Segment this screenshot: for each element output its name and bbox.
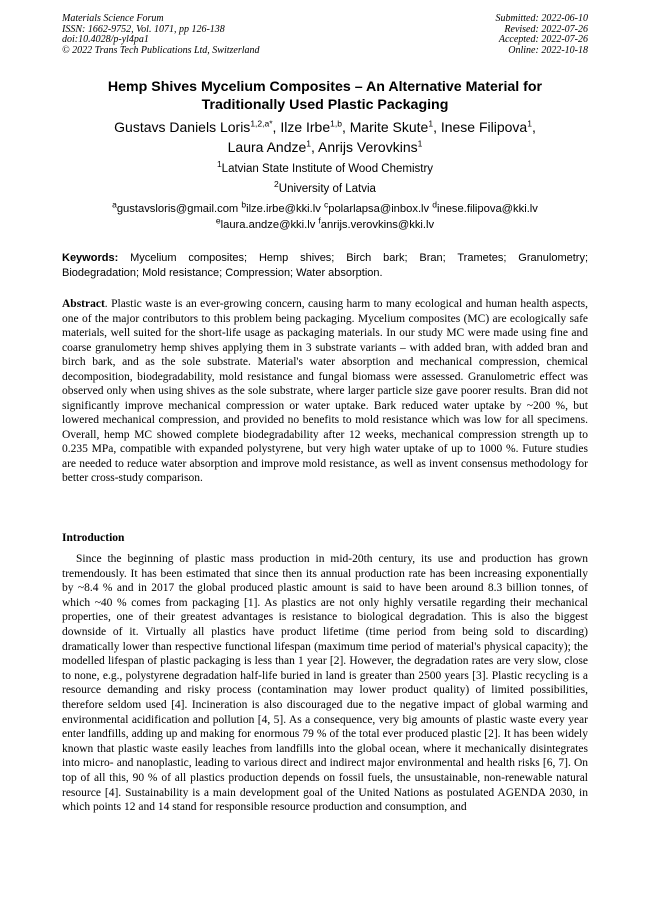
email-sup: b bbox=[241, 199, 247, 210]
keywords-label: Keywords: bbox=[62, 252, 119, 264]
author-sep: , bbox=[531, 119, 536, 135]
affiliation-text: University of Latvia bbox=[278, 183, 376, 195]
introduction-text: Since the beginning of plastic mass production in mid-20th century, its use and production has grown tremendously. It has been estimated that since then its annual production rate has been increasing exponentially by ~8.4 % and in 2017 the global produced plastic amount is said to have been around 8.3 billion tonnes, of which ~40 % comes from packaging [1]. As plastics are not only highly versatile regarding their mechanical properties, one of their greatest advantages is resistance to biological degradation. This is also the biggest downside of it. Virtually all plastics have product lifetime (time period from being sold to discarding) dramatically lower than respective functional lifespan (maximum time period of material's physical capacity); the modelled lifespan of plastic packaging is less than 1 year [2]. However, the degradation rates are very slow, close to none, e.g., polystyrene degradation half-life buried in land is greater than 2500 years [3]. Plastic recycling is a resource demanding and risky process (contamination may lower product quality) of limited possibilities, therefore seldom used [4]. Incineration is also discouraged due to the negative impact of global warming and environmental acidification and pollution [4, 5]. As a consequence, very big amounts of plastic waste every year enter landfills, adding up and making for enormous 79 % of the total ever produced plastic [2]. It has been widely known that plastic waste easily leaches from landfills into the global ocean, where it mechanically disintegrates into micro- and nanoplastic, leading to various direct and indirect major environmental and health risks [6, 7]. On top of all this, 90 % of all plastics production depends on fossil fuels, the unsustainable, non-renewable natural resource [4]. Sustainability is a main development goal of the United Nations as postulated AGENDA 2030, in which points 12 and 14 stand for responsible resource production and consumption, and bbox=[62, 553, 588, 814]
abstract-label: Abstract bbox=[62, 298, 105, 310]
email-sup: d bbox=[432, 199, 437, 210]
author-affil-sup: 1 bbox=[417, 137, 423, 148]
abstract-text: . Plastic waste is an ever-growing concern, causing harm to many ecological and human health aspects, one of the major contributors to this problem being packaging. Mycelium composites (MC) are ecologically safe materials, well suited for the short-life usage as packaging materials. In our study MC were made using fine and coarse granulometry hemp shives applying them in 3 substrate variants – with added bran, with added bran and birch bark, and as the sole substrate. Material's water absorption and mechanical compression, chemical decomposition, biodegradability, mold resistance and fungal biomass were assessed. Granulometric effect was observed only when using shives as the sole substrate, where larger particle size gave poorer results. Bran did not significantly improve mechanical compression or water uptake. Bark reduced water uptake by ~200 %, but lowered mechanical compression, and provided no benefits to mold resistance which was low for all specimens. Overall, hemp MC showed complete biodegradability after 12 weeks, mechanical compression strength up to 0.235 MPa, compatible with expanded polystyrene, but very high water uptake of up to 1000 %. Future studies are needed to reduce water absorption and improve mold resistance, as well as invent consensus methodology for better cross-study comparison. bbox=[62, 298, 588, 484]
email-address[interactable]: ilze.irbe@kki.lv bbox=[246, 203, 321, 215]
journal-name: Materials Science Forum bbox=[62, 13, 164, 24]
email-d bbox=[432, 199, 538, 215]
title-line-1: Hemp Shives Mycelium Composites – An Alternative Material for bbox=[107, 79, 543, 95]
abstract-section bbox=[62, 297, 588, 486]
introduction-heading: Introduction bbox=[62, 532, 125, 544]
email-address[interactable]: polarlapsa@inbox.lv bbox=[328, 203, 430, 215]
email-c bbox=[323, 199, 430, 215]
affiliation-text: Latvian State Institute of Wood Chemistry bbox=[221, 163, 434, 175]
email-address[interactable]: laura.andze@kki.lv bbox=[220, 219, 316, 231]
author-affil-sup: 1 bbox=[527, 118, 532, 129]
author-name: Inese Filipova bbox=[440, 119, 528, 135]
author-name: Ilze Irbe bbox=[280, 119, 331, 135]
email-sup: c bbox=[323, 199, 329, 210]
author-sep: , bbox=[341, 119, 350, 135]
date-revised: Revised: 2022-07-26 bbox=[504, 23, 588, 35]
publication-dates bbox=[496, 14, 589, 56]
author-sep: , bbox=[272, 119, 281, 135]
affiliation-sup: 1 bbox=[216, 159, 222, 170]
email-sup: e bbox=[215, 215, 221, 226]
affiliation-1 bbox=[62, 159, 588, 176]
date-submitted: Submitted: 2022-06-10 bbox=[495, 13, 588, 24]
date-online: Online: 2022-10-18 bbox=[508, 44, 588, 56]
email-address[interactable]: inese.filipova@kki.lv bbox=[436, 203, 538, 215]
email-address[interactable]: anrijs.verovkins@kki.lv bbox=[320, 219, 435, 231]
keywords-section bbox=[62, 251, 588, 280]
email-list bbox=[62, 201, 588, 233]
email-a bbox=[112, 199, 239, 215]
title-line-2: Traditionally Used Plastic Packaging bbox=[201, 97, 449, 113]
journal-issn: ISSN: 1662-9752, Vol. 1071, pp 126-138 bbox=[62, 23, 225, 35]
author-name: Marite Skute bbox=[349, 119, 429, 135]
author-name: Anrijs Verovkins bbox=[318, 138, 418, 155]
paper-title bbox=[62, 78, 588, 114]
affiliation-sup: 2 bbox=[274, 179, 279, 190]
date-accepted: Accepted: 2022-07-26 bbox=[498, 34, 588, 46]
author-affil-sup: 1 bbox=[428, 118, 434, 129]
journal-copyright: © 2022 Trans Tech Publications Ltd, Switzerland bbox=[62, 44, 260, 56]
affiliation-2 bbox=[62, 179, 588, 196]
email-address[interactable]: gustavsloris@gmail.com bbox=[116, 203, 239, 215]
journal-info bbox=[62, 14, 260, 56]
email-f bbox=[318, 215, 435, 231]
author-affil-sup: 1,b bbox=[330, 118, 342, 129]
author-name: Laura Andze bbox=[227, 138, 307, 155]
author-list bbox=[62, 118, 588, 157]
email-sup: f bbox=[318, 215, 321, 226]
journal-doi: doi:10.4028/p-yl4pa1 bbox=[62, 34, 149, 46]
email-sup: a bbox=[112, 199, 117, 210]
author-name: Gustavs Daniels Loris bbox=[114, 119, 251, 135]
author-affil-sup: 1 bbox=[306, 137, 311, 148]
keywords-text: Mycelium composites; Hemp shives; Birch bark; Bran; Trametes; Granulometry; Biodegradation; Mold resistance; Compression; Water absorption. bbox=[62, 252, 588, 279]
email-b bbox=[241, 199, 321, 215]
author-sep: , bbox=[433, 119, 441, 135]
author-sep: , bbox=[311, 138, 319, 155]
author-affil-sup: 1,2,a* bbox=[250, 118, 273, 129]
email-e bbox=[215, 215, 316, 231]
